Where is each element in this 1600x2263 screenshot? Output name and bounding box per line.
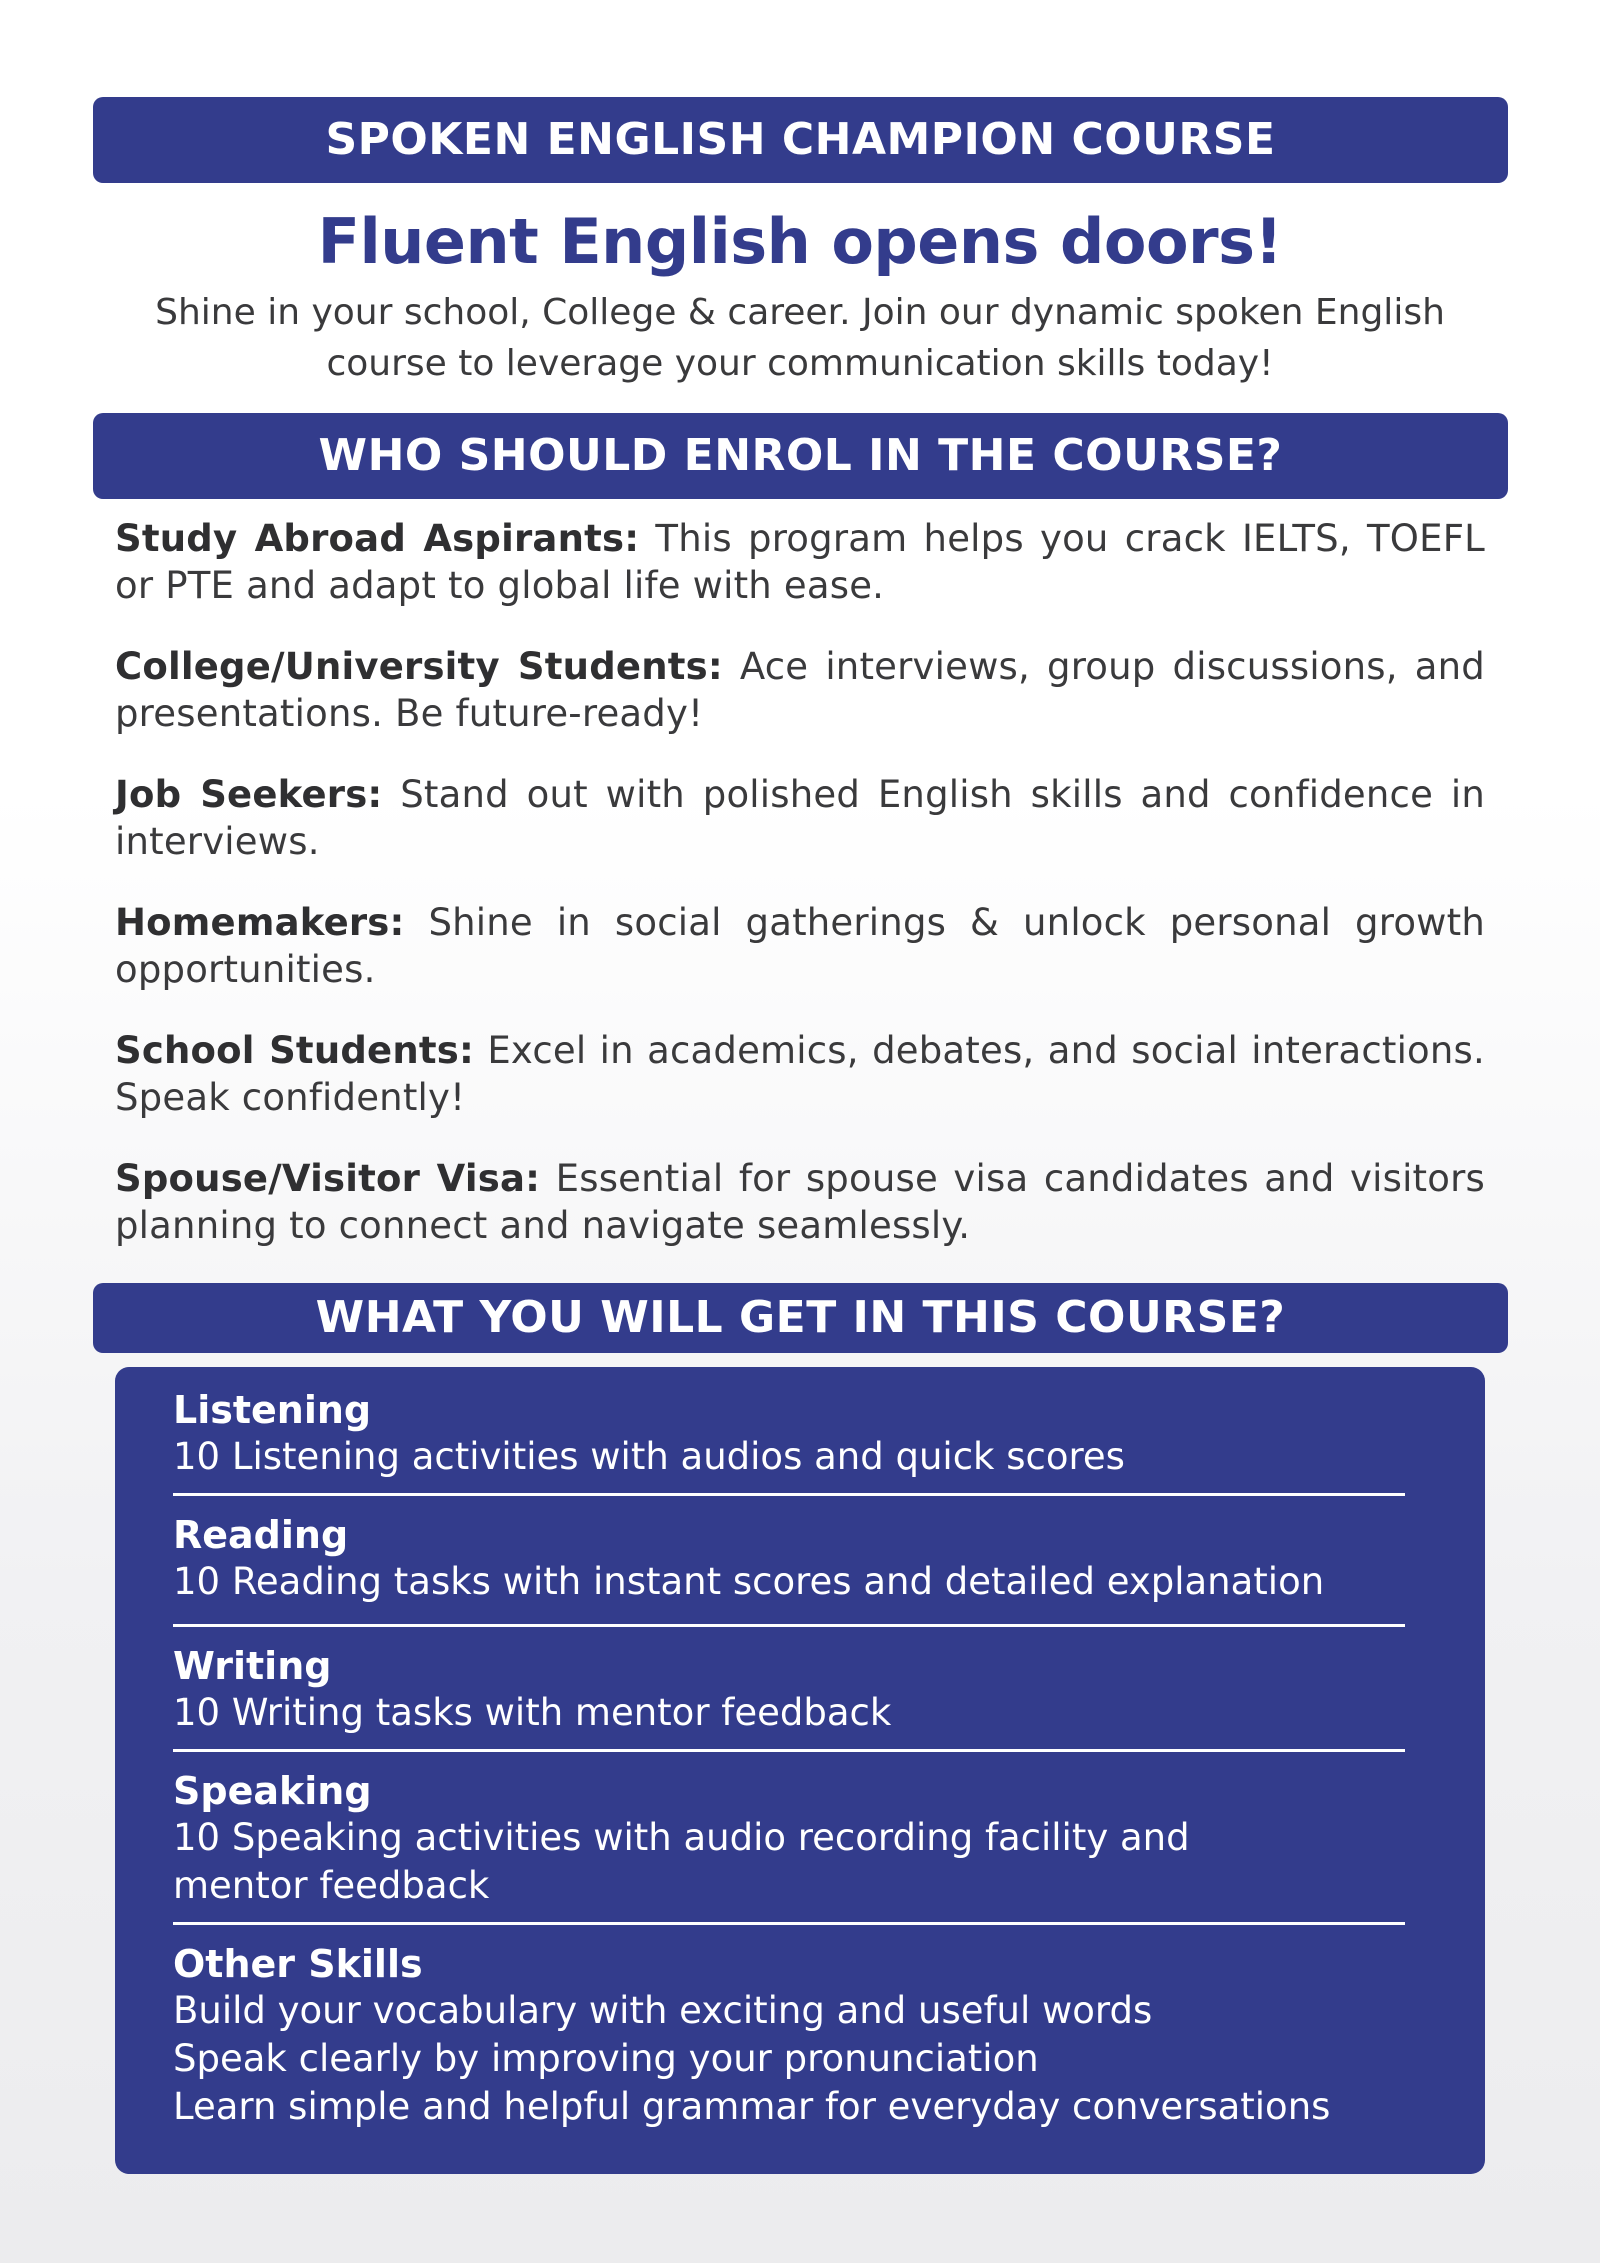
course-title: SPOKEN ENGLISH CHAMPION COURSE — [325, 114, 1276, 165]
feature-line: 10 Writing tasks with mentor feedback — [173, 1691, 892, 1734]
subline: Shine in your school, College & career. Join our dynamic spoken English course to leverage your communication skills today! — [155, 292, 1445, 384]
what-heading: WHAT YOU WILL GET IN THIS COURSE? — [315, 1292, 1286, 1343]
audience-item — [115, 1027, 1485, 1121]
headline: Fluent English opens doors! — [317, 205, 1283, 278]
what-heading-banner — [93, 1283, 1508, 1353]
divider — [173, 1624, 1405, 1627]
audience-label: Spouse/Visitor Visa: — [115, 1157, 541, 1200]
who-heading: WHO SHOULD ENROL IN THE COURSE? — [318, 430, 1283, 481]
feature-line: Learn simple and helpful grammar for everyday conversations — [173, 2085, 1331, 2128]
audience-item — [115, 771, 1485, 865]
audience-label: School Students: — [115, 1029, 474, 1072]
divider — [173, 1493, 1405, 1496]
feature-line: 10 Reading tasks with instant scores and detailed explanation — [173, 1560, 1325, 1603]
audience-text: This program helps you crack IELTS, TOEFL or PTE and adapt to global life with ease. — [115, 517, 1485, 607]
who-heading-banner — [93, 413, 1508, 499]
audience-list — [115, 515, 1485, 1283]
feature-reading — [173, 1512, 1405, 1606]
feature-line: 10 Listening activities with audios and quick scores — [173, 1435, 1125, 1478]
feature-other-skills — [173, 1941, 1405, 2131]
audience-text: Excel in academics, debates, and social interactions. Speak confidently! — [115, 1029, 1485, 1119]
course-title-banner — [93, 97, 1508, 183]
audience-text: Ace interviews, group discussions, and presentations. Be future-ready! — [115, 645, 1485, 735]
feature-title: Listening — [173, 1388, 372, 1432]
audience-item — [115, 899, 1485, 993]
divider — [173, 1749, 1405, 1752]
feature-title: Other Skills — [173, 1942, 423, 1986]
feature-title: Writing — [173, 1644, 332, 1688]
audience-text: Stand out with polished English skills and confidence in interviews. — [115, 773, 1485, 863]
feature-line: Build your vocabulary with exciting and useful words — [173, 1989, 1153, 2032]
feature-speaking — [173, 1768, 1405, 1910]
feature-title: Reading — [173, 1513, 349, 1557]
feature-writing — [173, 1643, 1405, 1737]
audience-label: College/University Students: — [115, 645, 723, 688]
audience-text: Shine in social gatherings & unlock personal growth opportunities. — [115, 901, 1485, 991]
audience-item — [115, 1155, 1485, 1249]
feature-listening — [173, 1387, 1405, 1481]
divider — [173, 1922, 1405, 1925]
feature-line: 10 Speaking activities with audio recording facility and mentor feedback — [173, 1816, 1190, 1907]
audience-label: Job Seekers: — [115, 773, 383, 816]
feature-title: Speaking — [173, 1769, 372, 1813]
audience-text: Essential for spouse visa candidates and visitors planning to connect and navigate seamlessly. — [115, 1157, 1485, 1247]
audience-label: Homemakers: — [115, 901, 405, 944]
features-panel — [115, 1367, 1485, 2174]
feature-line: Speak clearly by improving your pronunciation — [173, 2037, 1039, 2080]
audience-item — [115, 515, 1485, 609]
audience-item — [115, 643, 1485, 737]
audience-label: Study Abroad Aspirants: — [115, 517, 640, 560]
